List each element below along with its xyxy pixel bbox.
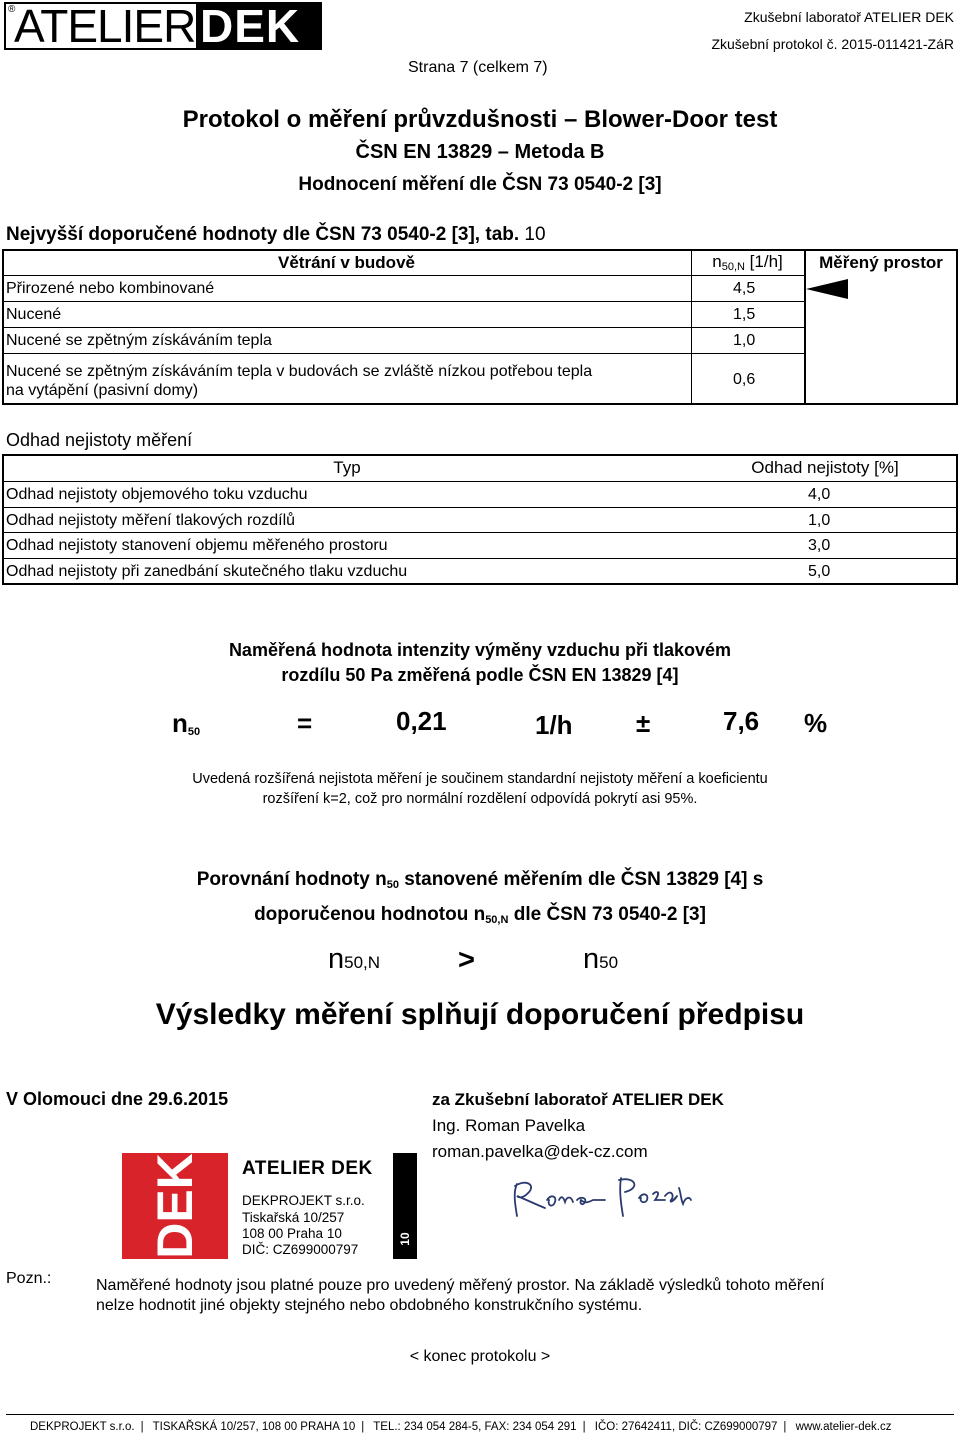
pointer-arrow-icon (806, 279, 848, 299)
note-text: Naměřené hodnoty jsou platné pouze pro uvedený měřený prostor. Na základě výsledků tohoto měření nelze hodnotit jiné objekty stejného nebo obdobného konstrukčního systému. (96, 1277, 825, 1314)
n50-symbol-compare: n50 (583, 943, 619, 975)
measured-title: Naměřená hodnota intenzity výměny vzduchu při tlakovém rozdílu 50 Pa změřená podle ČSN EN 13829 [4] (228, 640, 732, 685)
footer-rule (6, 1414, 954, 1415)
document-title: Protokol o měření průvzdušnosti – Blower-Door test (182, 106, 778, 133)
place-date: V Olomouci dne 29.6.2015 (6, 1089, 229, 1109)
table-row-value: 1,0 (808, 512, 831, 529)
comparison-title: Porovnání hodnoty $n_{50}$ stanovené měřením dle ČSN 13829 [4] s doporučenou hodnotou $n_{50,N}$ dle ČSN 73 0540-2 [3] (196, 869, 764, 926)
page-number: Strana 7 (celkem 7) (408, 59, 548, 76)
handwritten-signature (505, 1170, 695, 1225)
stamp-company: DEKPROJEKT s.r.o. (242, 1193, 365, 1208)
lab-name: Zkušební laboratoř ATELIER DEK (744, 9, 954, 25)
n50n-symbol: n50,N (328, 943, 381, 975)
stamp-side-number: 10 (398, 1232, 412, 1246)
table-row-label: Nucené se zpětným získáváním tepla (6, 332, 272, 349)
table-row-value: 4,0 (808, 486, 831, 503)
table-rule (2, 481, 958, 482)
logo-dek-text: DEK (200, 0, 301, 52)
table-row-label: Přirozené nebo kombinované (6, 280, 215, 297)
table-row-label: Nucené (6, 306, 62, 323)
registered-mark: ® (8, 4, 16, 15)
for-laboratory: za Zkušební laboratoř ATELIER DEK (432, 1090, 724, 1109)
equals-sign: = (297, 708, 313, 738)
table-row-value: 3,0 (808, 537, 831, 554)
standard-title: ČSN EN 13829 – Metoda B (355, 141, 605, 163)
col-header-n50n: $n_{50,N}$ [1/h] (712, 252, 783, 273)
table-rule (2, 327, 804, 328)
stamp-vat: DIČ: CZ699000797 (242, 1242, 359, 1257)
logo-atelier-text: ATELIER (14, 0, 196, 52)
end-of-protocol: < konec protokolu > (409, 1348, 551, 1365)
col-header-uncertainty: Odhad nejistoty [%] (751, 458, 899, 477)
footer-ids: IČO: 27642411, DIČ: CZ699000797 (594, 1421, 778, 1433)
table-row-value: 0,6 (733, 371, 756, 388)
n50-value: 0,21 (396, 706, 447, 736)
table-row-value: 1,5 (733, 306, 756, 323)
table-row-label: Odhad nejistoty stanovení objemu měřeného prostoru (6, 537, 388, 554)
greater-than-sign: > (458, 944, 475, 976)
footer-company: DEKPROJEKT s.r.o. (30, 1421, 135, 1433)
stamp-company-logo: ATELIER DEK (242, 1158, 373, 1179)
table-rule (2, 558, 958, 559)
col-header-ventilation: Větrání v budově (278, 253, 415, 272)
signatory-name: Ing. Roman Pavelka (432, 1116, 586, 1135)
table-rule (2, 353, 804, 354)
dek-stamp-text: DEK (146, 1153, 203, 1259)
table-rule (2, 507, 958, 508)
table-row-label: Odhad nejistoty měření tlakových rozdílů (6, 512, 296, 529)
table-rule (2, 275, 804, 276)
result-statement: Výsledky měření splňují doporučení předpisu (155, 998, 805, 1031)
footer-address: TISKAŘSKÁ 10/257, 108 00 PRAHA 10 (152, 1421, 356, 1433)
n50-symbol: $n_{50}$ (172, 708, 201, 738)
n50-unit: 1/h (535, 710, 573, 740)
stamp-street: Tiskařská 10/257 (242, 1210, 345, 1225)
stamp-city: 108 00 Praha 10 (242, 1226, 342, 1241)
col-header-measured-space: Měřený prostor (819, 253, 943, 272)
table-row-value: 5,0 (808, 563, 831, 580)
footer-phone: TEL.: 234 054 284-5, FAX: 234 054 291 (373, 1421, 577, 1433)
table-row-label: Odhad nejistoty při zanedbání skutečného tlaku vzduchu (6, 563, 408, 580)
footer-website[interactable]: www.atelier-dek.cz (795, 1421, 892, 1433)
recommended-heading: Nejvyšší doporučené hodnoty dle ČSN 73 0540-2 [3], tab. 10 (6, 224, 546, 245)
note-label: Pozn.: (6, 1270, 52, 1287)
table-row-label: Nucené se zpětným získáváním tepla v budovách se zvláště nízkou potřebou tepla na vytápění (pasivní domy) (6, 363, 593, 399)
evaluation-title: Hodnocení měření dle ČSN 73 0540-2 [3] (298, 174, 662, 195)
protocol-number: Zkušební protokol č. 2015-011421-ZáR (711, 36, 954, 52)
uncertainty-heading: Odhad nejistoty měření (6, 430, 193, 450)
table-rule (2, 301, 804, 302)
uncertainty-note: Uvedená rozšířená nejistota měření je součinem standardní nejistoty měření a koeficientu rozšíření k=2, což pro normální rozdělení odpovídá pokrytí asi 95%. (192, 771, 768, 807)
plus-minus-sign: ± (636, 708, 651, 738)
signatory-email[interactable]: roman.pavelka@dek-cz.com (432, 1142, 648, 1161)
percent-sign: % (804, 708, 828, 738)
table-row-value: 1,0 (733, 332, 756, 349)
table-row-label: Odhad nejistoty objemového toku vzduchu (6, 486, 308, 503)
table-row-value: 4,5 (733, 280, 756, 297)
footer: DEKPROJEKT s.r.o. | TISKAŘSKÁ 10/257, 108 00 PRAHA 10 | TEL.: 234 054 284-5, FAX: 234 054 291 | IČO: 27642411, DIČ: CZ699000797 | www.atelier-dek.cz (30, 1421, 892, 1433)
col-header-type: Typ (333, 458, 361, 477)
table-rule (2, 532, 958, 533)
n50-uncertainty: 7,6 (723, 706, 760, 736)
